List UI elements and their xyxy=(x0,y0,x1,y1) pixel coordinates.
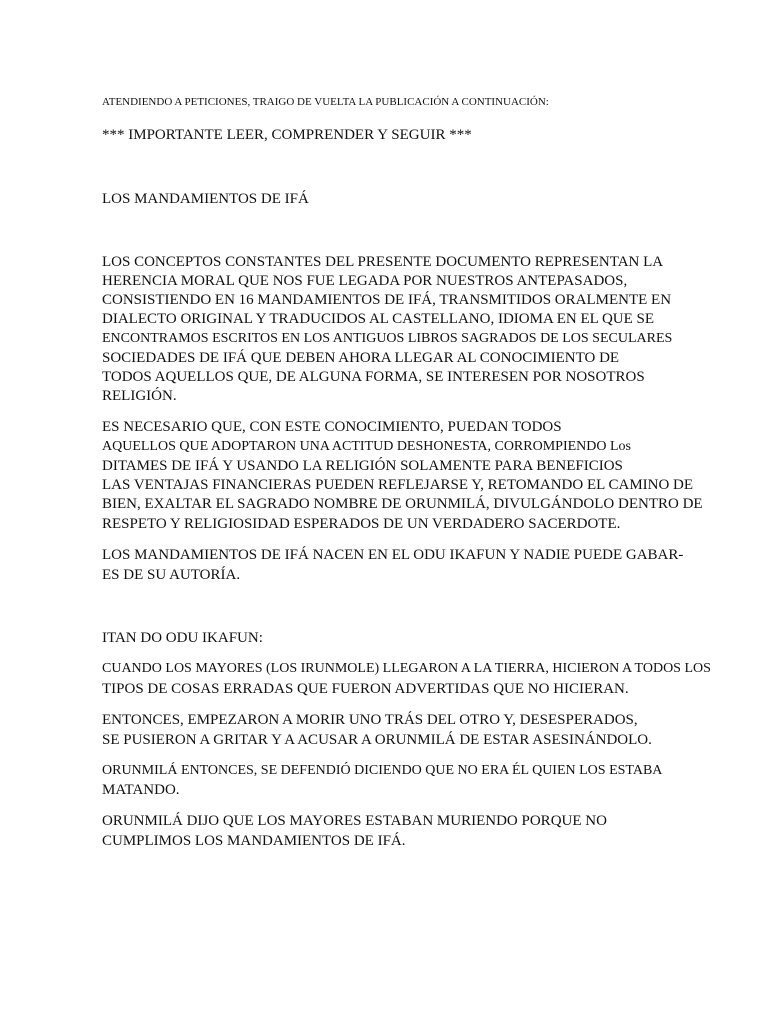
paragraph-2-line: ES NECESARIO QUE, CON ESTE CONOCIMIENTO, PUEDAN TODOS xyxy=(102,419,562,435)
paragraph-1-line: DIALECTO ORIGINAL Y TRADUCIDOS AL CASTELLANO, IDIOMA EN EL QUE SE xyxy=(102,311,655,327)
paragraph-1-line: LOS CONCEPTOS CONSTANTES DEL PRESENTE DOCUMENTO REPRESENTAN LA xyxy=(102,254,664,270)
paragraph-1-line: SOCIEDADES DE IFÁ QUE DEBEN AHORA LLEGAR AL CONOCIMIENTO DE xyxy=(102,350,620,366)
paragraph-2-line: BIEN, EXALTAR EL SAGRADO NOMBRE DE ORUNMILÁ, DIVULGÁNDOLO DENTRO DE xyxy=(102,496,703,512)
paragraph-2-line: RESPETO Y RELIGIOSIDAD ESPERADOS DE UN VERDADERO SACERDOTE. xyxy=(102,516,621,532)
paragraph-1-line: TODOS AQUELLOS QUE, DE ALGUNA FORMA, SE INTERESEN POR NOSOTROS xyxy=(102,369,645,385)
document-heading: LOS MANDAMIENTOS DE IFÁ xyxy=(102,191,309,207)
paragraph-2-line: AQUELLOS QUE ADOPTARON UNA ACTITUD DESHONESTA, CORROMPIENDO Los xyxy=(102,439,631,454)
paragraph-3-line: ES DE SU AUTORÍA. xyxy=(102,567,241,583)
paragraph-1-line: HERENCIA MORAL QUE NOS FUE LEGADA POR NUESTROS ANTEPASADOS, xyxy=(102,273,628,289)
itan-heading: ITAN DO ODU IKAFUN: xyxy=(102,630,263,646)
paragraph-4-line: TIPOS DE COSAS ERRADAS QUE FUERON ADVERTIDAS QUE NO HICIERAN. xyxy=(102,681,629,697)
paragraph-1-line: ENCONTRAMOS ESCRITOS EN LOS ANTIGUOS LIBROS SAGRADOS DE LOS SECULARES xyxy=(102,331,673,346)
paragraph-1-line: RELIGIÓN. xyxy=(102,388,177,404)
paragraph-5-line: ENTONCES, EMPEZARON A MORIR UNO TRÁS DEL OTRO Y, DESESPERADOS, xyxy=(102,712,638,728)
paragraph-5-line: SE PUSIERON A GRITAR Y A ACUSAR A ORUNMILÁ DE ESTAR ASESINÁNDOLO. xyxy=(102,732,652,748)
important-notice: *** IMPORTANTE LEER, COMPRENDER Y SEGUIR *** xyxy=(102,127,472,143)
paragraph-1-line: CONSISTIENDO EN 16 MANDAMIENTOS DE IFÁ, TRANSMITIDOS ORALMENTE EN xyxy=(102,292,672,308)
paragraph-6-line: ORUNMILÁ ENTONCES, SE DEFENDIÓ DICIENDO QUE NO ERA ÉL QUIEN LOS ESTABA xyxy=(102,763,663,778)
paragraph-7-line: ORUNMILÁ DIJO QUE LOS MAYORES ESTABAN MURIENDO PORQUE NO xyxy=(102,813,607,829)
paragraph-2-line: LAS VENTAJAS FINANCIERAS PUEDEN REFLEJARSE Y, RETOMANDO EL CAMINO DE xyxy=(102,477,694,493)
intro-line: ATENDIENDO A PETICIONES, TRAIGO DE VUELTA LA PUBLICACIÓN A CONTINUACIÓN: xyxy=(102,96,549,108)
paragraph-6-line: MATANDO. xyxy=(102,782,180,798)
paragraph-7-line: CUMPLIMOS LOS MANDAMIENTOS DE IFÁ. xyxy=(102,833,406,849)
paragraph-2-line: DITAMES DE IFÁ Y USANDO LA RELIGIÓN SOLAMENTE PARA BENEFICIOS xyxy=(102,458,623,474)
paragraph-3-line: LOS MANDAMIENTOS DE IFÁ NACEN EN EL ODU IKAFUN Y NADIE PUEDE GABAR- xyxy=(102,547,684,563)
paragraph-4-line: CUANDO LOS MAYORES (LOS IRUNMOLE) LLEGARON A LA TIERRA, HICIERON A TODOS LOS xyxy=(102,661,711,676)
